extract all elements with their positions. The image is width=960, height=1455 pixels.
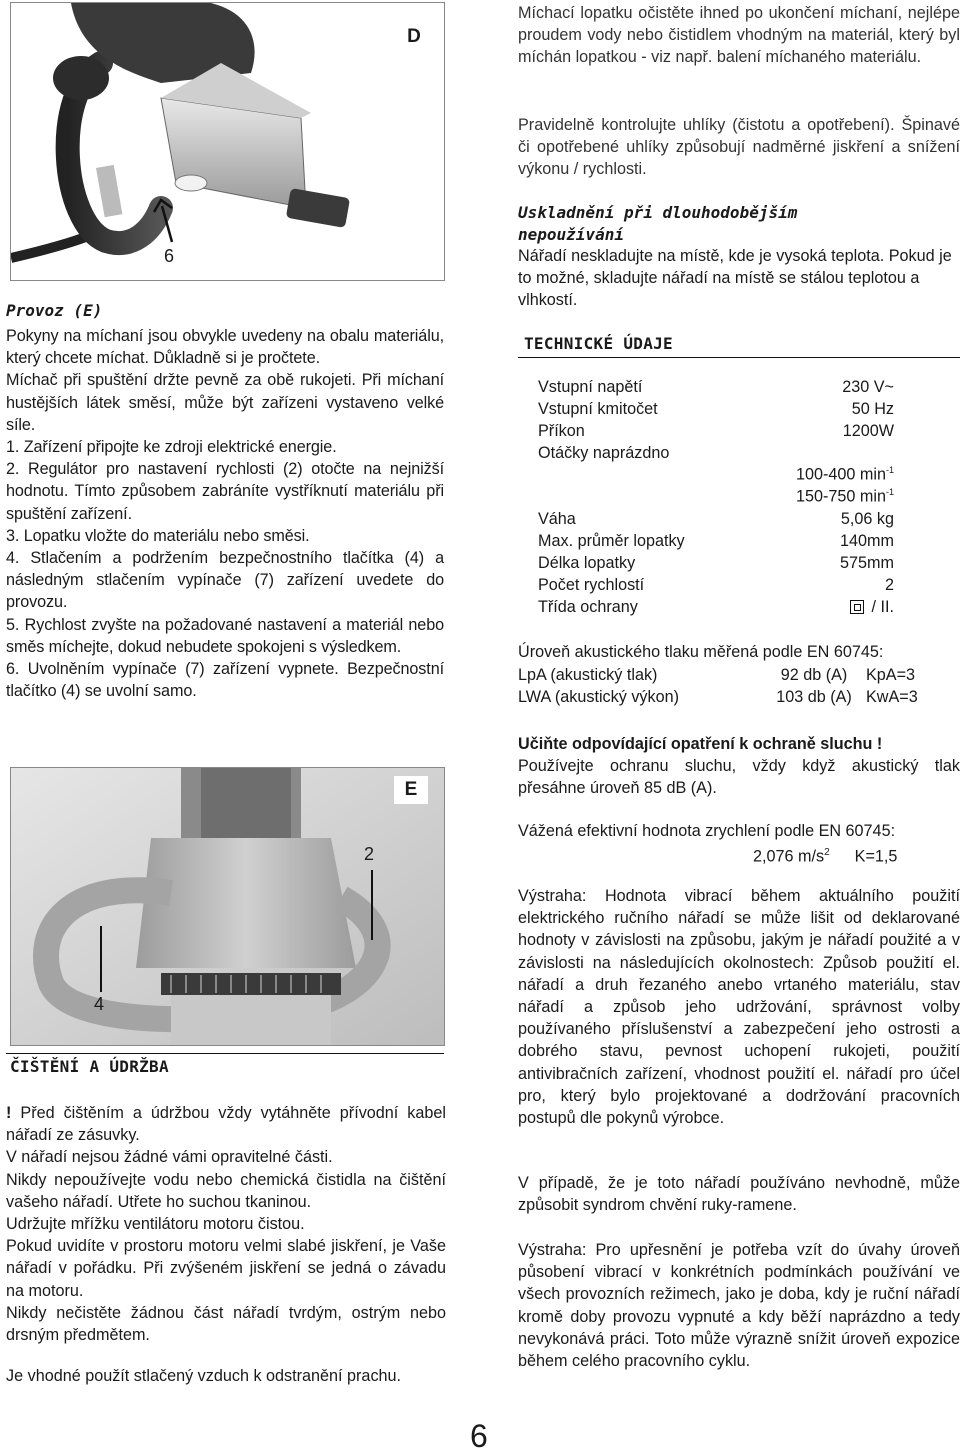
cisteni-body [6, 1102, 446, 1346]
vibration-warning-2: V případě, že je toto nářadí používáno nevhodně, může způsobit syndrom chvění ruky-ramene. [518, 1174, 960, 1215]
vibration-unit-exp: 2 [824, 847, 830, 858]
vibration-intro: Vážená efektivní hodnota zrychlení podle EN 60745: [518, 822, 896, 840]
provoz-intro-1: Pokyny na míchaní jsou obvykle uvedeny na obalu materiálu, který chcete míchat. Důkladně si je pročtete. [6, 327, 444, 368]
storage-text: Nářadí neskladujte na místě, kde je vysoká teplota. Pokud je to možné, skladujte nářadí na místě se stálou teplotou a vlhkostí. [518, 247, 952, 310]
noise-k: KpA=3 [866, 665, 916, 684]
callout-label-2: 2 [364, 844, 375, 864]
section-heading-cisteni: ČIŠTĚNÍ A ÚDRŽBA [10, 1057, 169, 1076]
spec-label: Váha [538, 509, 576, 528]
noise-label: LpA (akustický tlak) [518, 665, 658, 684]
cisteni-line-4: Udržujte mřížku ventilátoru motoru čistou. [6, 1215, 305, 1234]
spec-label: Délka lopatky [538, 553, 636, 572]
spec-value: 50 Hz [851, 399, 894, 418]
spec-row [538, 486, 894, 508]
page-number: 6 [470, 1418, 488, 1454]
vibration-warning-3: Výstraha: Pro upřesnění je potřeba vzít do úvahy úroveň působení vibrací v konkrétních podmínkách používání ve všech provozních režimech, jako je doba, kdy je ruční nářadí kromě doby provozu vypnuté a kdy běží naprázdno a tedy nevykonává práci. Toto může výrazně snížit úroveň expozice během celého pracovního cyklu. [518, 1241, 960, 1371]
spec-row [538, 596, 894, 618]
spec-row [538, 464, 894, 486]
section-rule [6, 1053, 444, 1054]
cisteni-line-3: Nikdy nepoužívejte vodu nebo chemická čistidla na čištění vašeho nářadí. Utřete ho suchou tkaninou. [6, 1170, 446, 1211]
noise-table [518, 664, 928, 708]
callout-label-4: 4 [94, 994, 105, 1014]
spec-row [538, 530, 894, 552]
mixer-illustration [11, 3, 444, 280]
cisteni-line-6: Nikdy nečistěte žádnou část nářadí tvrdým, ostrým nebo drsným předmětem. [6, 1303, 446, 1345]
spec-value: 150-750 min [795, 487, 886, 506]
provoz-step-1: 1. Zařízení připojte ke zdroji elektrické energie. [6, 438, 337, 457]
right-paragraph-1: Míchací lopatku očistěte ihned po ukončení míchaní, nejlépe proudem vody nebo čistidlem vhodným na materiál, který byl míchán lopatkou - viz např. balení míchaného materiálu. [518, 4, 960, 67]
figure-corner-letter-d: D [396, 22, 432, 52]
section-heading-tech: TECHNICKÉ ÚDAJE [524, 334, 673, 353]
spec-label [538, 464, 751, 486]
callout-label-6: 6 [164, 246, 175, 266]
callout-line-2 [371, 870, 373, 940]
provoz-step-4: 4. Stlačením a podržením bezpečnostního tlačítka (4) a následným stlačením vypínače (7) zařízení uvedete do provozu. [6, 549, 444, 612]
spec-value-cell [751, 398, 894, 420]
spec-value: 2 [884, 575, 894, 594]
spec-table [538, 376, 894, 618]
provoz-body [6, 325, 444, 702]
spec-label: Třída ochrany [538, 597, 638, 616]
section-heading-provoz: Provoz (E) [6, 301, 103, 320]
spec-value-exp: -1 [885, 487, 894, 498]
spec-row [538, 552, 894, 574]
photo-mixer-top [10, 2, 445, 281]
tech-rule [518, 357, 960, 358]
warning-mark: ! [6, 1104, 12, 1122]
spec-row [538, 376, 894, 398]
provoz-step-3: 3. Lopatku vložte do materiálu nebo směsi. [6, 526, 310, 545]
spec-value: 100-400 min [795, 465, 886, 484]
spec-value-cell [751, 376, 894, 398]
noise-k: KwA=3 [866, 687, 918, 706]
spec-value-cell [751, 420, 894, 442]
cisteni-line-1 [6, 1102, 446, 1146]
vibration-value: 2,076 m/s [753, 847, 825, 866]
spec-value-cell [751, 486, 894, 508]
spec-value-exp: -1 [885, 465, 894, 476]
spec-label: Počet rychlostí [538, 575, 645, 594]
spec-value-cell [751, 530, 894, 552]
spec-value: 1200W [842, 421, 894, 440]
spec-value: 230 V~ [842, 377, 894, 396]
provoz-step-2: 2. Regulátor pro nastavení rychlosti (2) otočte na nejnižší hodnotu. Tímto způsobem zabráníte vystříknutí materiálu při spuštění zařízení. [6, 460, 444, 523]
section-heading-storage: Uskladnění při dlouhodobějším nepoužívání [518, 203, 798, 244]
noise-intro: Úroveň akustického tlaku měřená podle EN 60745: [518, 643, 884, 661]
spec-value: 575mm [840, 553, 894, 572]
spec-label: Otáčky naprázdno [538, 443, 670, 462]
spec-value-cell [751, 464, 894, 486]
spec-value-cell [751, 508, 894, 530]
hearing-bold: Učiňte odpovídající opatření k ochraně sluchu ! [518, 735, 883, 753]
cisteni-line-1-text: Před čištěním a údržbou vždy vytáhněte přívodní kabel nářadí ze zásuvky. [6, 1104, 446, 1145]
noise-row [518, 686, 928, 708]
spec-label: Vstupní kmitočet [538, 399, 658, 418]
provoz-step-5: 5. Rychlost zvyšte na požadované nastavení a materiál nebo směs míchejte, dokud nebudete spokojeni s výsledkem. [6, 615, 444, 656]
spec-label: Max. průměr lopatky [538, 531, 685, 550]
vibration-k: K=1,5 [854, 847, 898, 866]
spec-value: / II. [871, 597, 894, 616]
spec-value-cell [751, 442, 894, 464]
mixer-grip-illustration [11, 768, 444, 1045]
hearing-text: Používejte ochranu sluchu, vždy když akustický tlak přesáhne úroveň 85 dB (A). [518, 757, 960, 798]
vibration-warning-1: Výstraha: Hodnota vibrací během aktuálního použití elektrického ručního nářadí se může lišit od deklarované hodnoty v závislosti na způsobu, jakým je nářadí použité a v závislosti na následujících okolnostech: Způsob použití el. nářadí a druh řezaného anebo vrtaného materiálu, stav nářadí a způsob jeho udržování, správnost volby používaného příslušenství a zabezpečení jeho ostrosti a dobrého stavu, pevnost uchopení rukojeti, použití antivibračních zařízení, vhodnost použití el. nářadí pro účel pro, který bylo projektované a dodržování pracovních postupů dle pokynů výrobce. [518, 887, 960, 1128]
figure-corner-letter-e: E [394, 776, 428, 804]
right-paragraph-2: Pravidelně kontrolujte uhlíky (čistotu a opotřebení). Špinavé či opotřebené uhlíky způsobují nadměrné jiskření a snížení výkonu / rychlosti. [518, 116, 960, 179]
spec-row [538, 442, 894, 464]
double-insulation-icon [850, 600, 864, 614]
noise-value: 103 db (A) [776, 687, 852, 706]
provoz-step-6: 6. Uvolněním vypínače (7) zařízení vypnete. Bezpečnostní tlačítko (4) se uvolní samo. [6, 660, 444, 701]
photo-mixer-bottom [10, 767, 445, 1046]
provoz-intro-2: Míchač při spuštění držte pevně za obě rukojeti. Při míchaní hustějších látek směsí, může být zařízeni vystaveno velké síle. [6, 371, 444, 434]
spec-label: Příkon [538, 421, 585, 440]
spec-value: 140mm [840, 531, 894, 550]
spec-value: 5,06 kg [840, 509, 894, 528]
callout-arrow-6 [150, 196, 190, 246]
spec-value-cell [751, 596, 894, 618]
noise-value: 92 db (A) [780, 665, 848, 684]
spec-row [538, 420, 894, 442]
spec-value-cell [751, 574, 894, 596]
cisteni-last: Je vhodné použít stlačený vzduch k odstranění prachu. [6, 1367, 402, 1385]
spec-row [538, 508, 894, 530]
spec-row [538, 398, 894, 420]
callout-line-4 [100, 926, 102, 992]
noise-row [518, 664, 928, 686]
spec-label: Vstupní napětí [538, 377, 643, 396]
spec-row [538, 574, 894, 596]
cisteni-line-5: Pokud uvidíte v prostoru motoru velmi slabé jiskření, je Vaše nářadí v pořádku. Při zvýšeném jiskření se jedná o závadu na motoru. [6, 1237, 446, 1300]
vibration-value-row [753, 842, 897, 868]
spec-label [538, 486, 751, 508]
cisteni-line-2: V nářadí nejsou žádné vámi opravitelné části. [6, 1148, 333, 1167]
noise-label: LWA (akustický výkon) [518, 687, 680, 706]
spec-value-cell [751, 552, 894, 574]
